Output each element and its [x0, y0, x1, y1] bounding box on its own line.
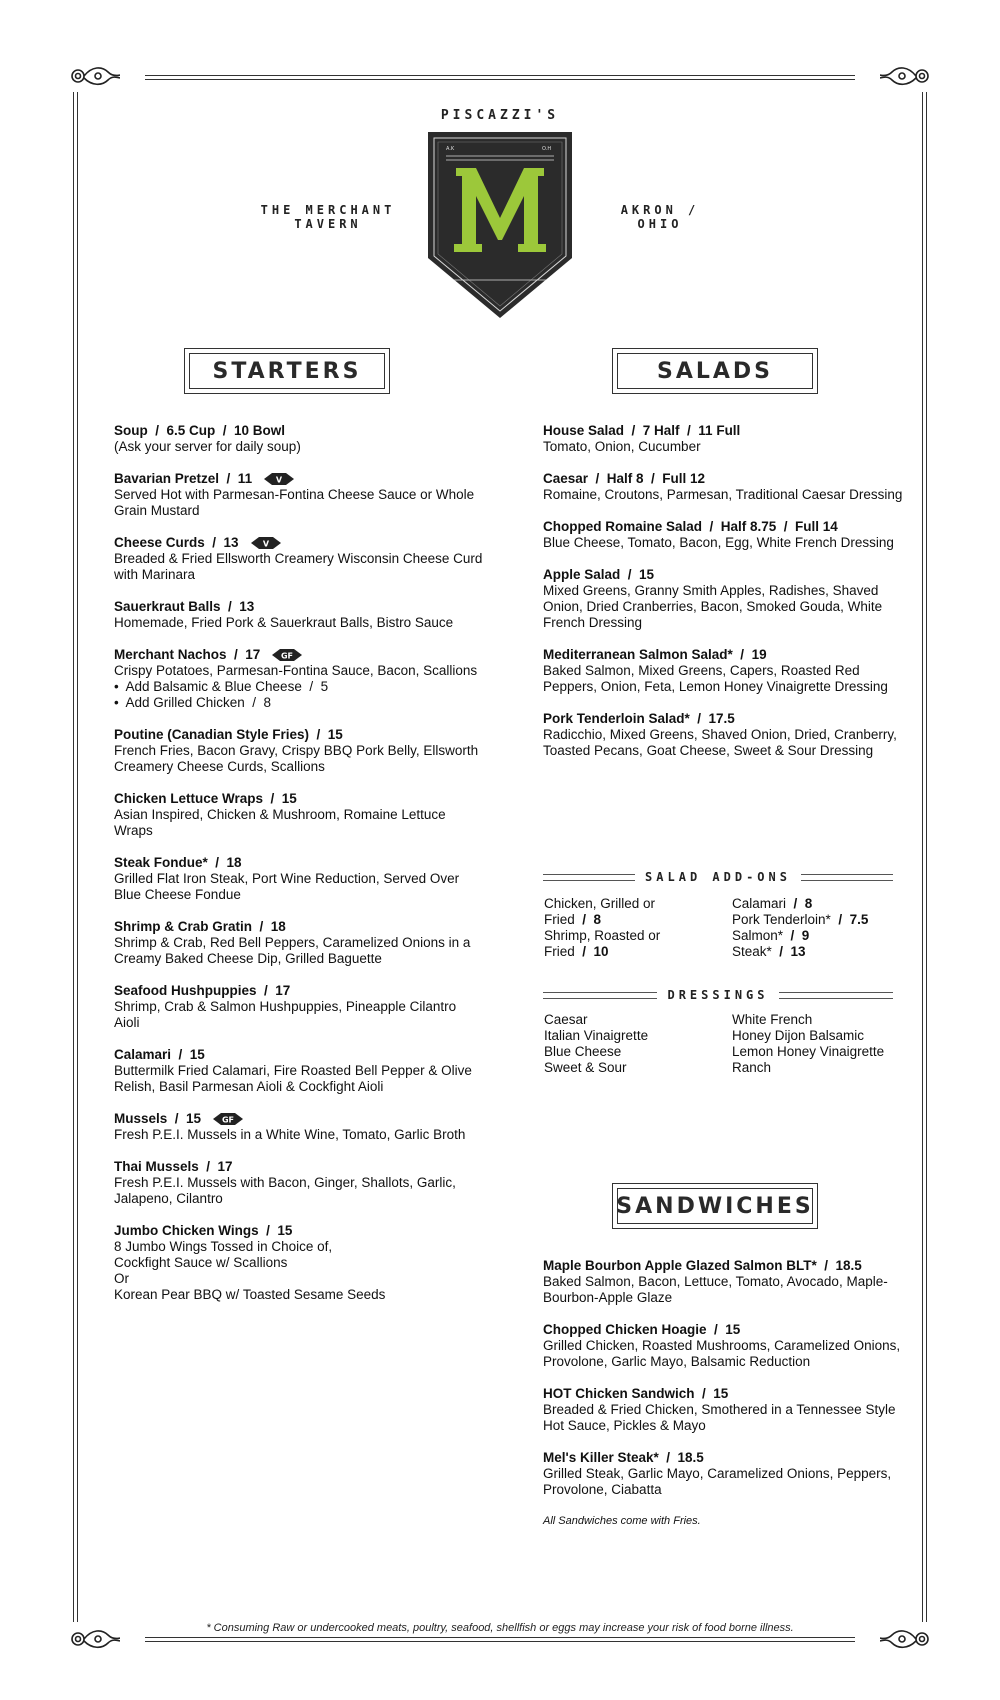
menu-item — [114, 855, 484, 903]
menu-item-description: Grilled Steak, Garlic Mayo, Caramelized Onions, Peppers, Provolone, Ciabatta — [543, 1466, 892, 1497]
menu-item-description: Crispy Potatoes, Parmesan-Fontina Sauce, Bacon, Scallions — [114, 663, 478, 678]
menu-item-description: Shrimp & Crab, Red Bell Peppers, Caramelized Onions in a Creamy Baked Cheese Dip, Grilled Baguette — [114, 935, 471, 966]
addon-name: Chicken, Grilled or — [544, 896, 656, 911]
menu-item-name — [543, 1450, 913, 1466]
addon-row — [544, 896, 724, 912]
menu-item-name-text: Mel's Killer Steak* / 18.5 — [543, 1450, 704, 1465]
svg-text:O.H: O.H — [542, 146, 552, 152]
price-separator: / — [786, 896, 805, 911]
sandwiches-heading: SANDWICHES — [617, 1188, 813, 1224]
dressing-option: Blue Cheese — [544, 1044, 622, 1059]
menu-item — [114, 471, 484, 519]
menu-item — [543, 519, 913, 551]
menu-item-name-text: Caesar / Half 8 / Full 12 — [543, 471, 706, 486]
menu-item-description: Blue Cheese, Tomato, Bacon, Egg, White French Dressing — [543, 535, 894, 550]
menu-item-description: Grilled Flat Iron Steak, Port Wine Reduction, Served Over Blue Cheese Fondue — [114, 871, 460, 902]
salads-heading-box — [612, 348, 818, 394]
addon-price: 7.5 — [849, 912, 869, 927]
menu-item-name-text: Cheese Curds / 13 — [114, 535, 239, 550]
menu-item-name — [543, 1386, 913, 1402]
menu-item — [543, 471, 913, 503]
price-separator: / — [771, 944, 791, 959]
menu-item — [543, 711, 913, 759]
menu-item — [114, 647, 484, 711]
header-left-tag: THE MERCHANT TAVERN — [260, 203, 396, 231]
addon-row — [544, 928, 724, 944]
addon-name: Fried — [544, 944, 575, 959]
menu-item — [543, 1386, 913, 1434]
menu-item-name — [114, 727, 484, 743]
svg-text:GF: GF — [222, 1115, 235, 1125]
dressing-option: Sweet & Sour — [544, 1060, 627, 1075]
addon-name: Pork Tenderloin* — [732, 912, 831, 927]
salad-addons-right — [732, 896, 912, 960]
menu-item — [114, 1159, 484, 1207]
menu-item — [114, 1223, 484, 1303]
menu-item-name — [543, 711, 913, 727]
menu-item — [114, 1111, 484, 1143]
menu-item-name-text: Seafood Hushpuppies / 17 — [114, 983, 291, 998]
salads-heading: SALADS — [617, 353, 813, 389]
dressing-option: Honey Dijon Balsamic — [732, 1028, 865, 1043]
menu-item-name — [114, 599, 484, 615]
menu-item-description: Baked Salmon, Bacon, Lettuce, Tomato, Avocado, Maple-Bourbon-Apple Glaze — [543, 1274, 888, 1305]
menu-item-name — [114, 1159, 484, 1175]
corner-flourish-icon — [68, 62, 120, 92]
menu-item-name — [543, 519, 913, 535]
menu-item-name-text: Soup / 6.5 Cup / 10 Bowl — [114, 423, 286, 438]
menu-item-name — [114, 1111, 484, 1127]
addon-row — [732, 896, 912, 912]
menu-item-name — [114, 1223, 484, 1239]
menu-item-name — [543, 423, 913, 439]
dressing-option: Italian Vinaigrette — [544, 1028, 649, 1043]
vegetarian-badge-icon — [251, 537, 281, 549]
menu-item — [543, 647, 913, 695]
addon-row — [544, 944, 724, 960]
salad-addons-heading: SALAD ADD-ONS — [645, 870, 791, 884]
menu-item-name-text: Apple Salad / 15 — [543, 567, 655, 582]
menu-item — [114, 1047, 484, 1095]
corner-flourish-icon — [880, 62, 932, 92]
menu-item — [543, 1322, 913, 1370]
addon-name: Fried — [544, 912, 575, 927]
starters-list — [114, 423, 484, 1319]
menu-item-description: Grilled Chicken, Roasted Mushrooms, Caramelized Onions, Provolone, Garlic Mayo, Balsamic Reduction — [543, 1338, 901, 1369]
menu-item-name — [543, 1258, 913, 1274]
menu-item — [114, 919, 484, 967]
menu-item-name — [114, 647, 484, 663]
sandwiches-heading-box — [612, 1183, 818, 1229]
addon-name: Steak* — [732, 944, 772, 959]
menu-item — [114, 599, 484, 631]
menu-item-name — [114, 423, 484, 439]
menu-item-name-text: Poutine (Canadian Style Fries) / 15 — [114, 727, 343, 742]
price-separator: / — [830, 912, 850, 927]
menu-item-description: 8 Jumbo Wings Tossed in Choice of, Cockfight Sauce w/ Scallions Or Korean Pear BBQ w/ Toasted Sesame Seeds — [114, 1239, 386, 1302]
menu-item-description: (Ask your server for daily soup) — [114, 439, 301, 454]
menu-item — [114, 791, 484, 839]
dressing-option: Ranch — [732, 1060, 772, 1075]
menu-item-description: French Fries, Bacon Gravy, Crispy BBQ Pork Belly, Ellsworth Creamery Cheese Curds, Scallions — [114, 743, 479, 774]
menu-item-name-text: Bavarian Pretzel / 11 — [114, 471, 253, 486]
menu-item-description: Breaded & Fried Ellsworth Creamery Wisconsin Cheese Curd with Marinara — [114, 551, 483, 582]
menu-item-name — [543, 647, 913, 663]
addon-name: Calamari — [732, 896, 787, 911]
menu-item-name-text: Calamari / 15 — [114, 1047, 205, 1062]
menu-item-name — [114, 535, 484, 551]
menu-item-description: Asian Inspired, Chicken & Mushroom, Romaine Lettuce Wraps — [114, 807, 446, 838]
menu-item — [114, 423, 484, 455]
menu-item-name-text: Maple Bourbon Apple Glazed Salmon BLT* / 18.5 — [543, 1258, 862, 1273]
addon-row — [732, 912, 912, 928]
menu-item — [543, 423, 913, 455]
dressing-option: Lemon Honey Vinaigrette — [732, 1044, 885, 1059]
price-separator: / — [574, 944, 594, 959]
menu-item-name — [114, 471, 484, 487]
gluten-free-badge-icon — [272, 649, 302, 661]
vegetarian-badge-icon — [264, 473, 294, 485]
menu-item — [114, 535, 484, 583]
menu-item-description: Mixed Greens, Granny Smith Apples, Radishes, Shaved Onion, Dried Cranberries, Bacon, Smoked Gouda, White French Dressing — [543, 583, 883, 630]
salad-addons-divider — [543, 870, 893, 884]
menu-item-description: Radicchio, Mixed Greens, Shaved Onion, Dried, Cranberry, Toasted Pecans, Goat Cheese, Sweet & Sour Dressing — [543, 727, 897, 758]
menu-item-name-text: Chopped Romaine Salad / Half 8.75 / Full 14 — [543, 519, 838, 534]
header-right-tag: AKRON / OHIO — [620, 203, 700, 231]
addon-name: Shrimp, Roasted or — [544, 928, 661, 943]
menu-item-name-text: HOT Chicken Sandwich / 15 — [543, 1386, 729, 1401]
menu-item-description: Fresh P.E.I. Mussels with Bacon, Ginger, Shallots, Garlic, Jalapeno, Cilantro — [114, 1175, 456, 1206]
menu-item-addon: • Add Grilled Chicken / 8 — [114, 695, 272, 710]
menu-item-name — [114, 919, 484, 935]
dressing-option: White French — [732, 1012, 813, 1027]
price-separator: / — [783, 928, 802, 943]
addon-row — [732, 928, 912, 944]
menu-item-description: Shrimp, Crab & Salmon Hushpuppies, Pineapple Cilantro Aioli — [114, 999, 457, 1030]
salad-addons-left — [544, 896, 724, 960]
menu-item-name-text: Merchant Nachos / 17 — [114, 647, 261, 662]
sandwiches-list — [543, 1258, 913, 1514]
starters-heading-box — [184, 348, 390, 394]
dressings-divider — [543, 988, 893, 1002]
restaurant-name: PISCAZZI'S — [440, 108, 560, 123]
menu-item-name-text: Chicken Lettuce Wraps / 15 — [114, 791, 297, 806]
svg-text:A.K: A.K — [446, 146, 455, 152]
addon-row — [544, 912, 724, 928]
addon-price: 8 — [593, 912, 602, 927]
menu-item-description: Breaded & Fried Chicken, Smothered in a Tennessee Style Hot Sauce, Pickles & Mayo — [543, 1402, 896, 1433]
menu-item-name — [543, 567, 913, 583]
svg-text:V: V — [275, 475, 283, 485]
dressing-option: Caesar — [544, 1012, 588, 1027]
menu-item-description: Buttermilk Fried Calamari, Fire Roasted Bell Pepper & Olive Relish, Basil Parmesan Aioli & Cockfight Aioli — [114, 1063, 472, 1094]
menu-item-name — [114, 791, 484, 807]
menu-item — [543, 1258, 913, 1306]
svg-text:GF: GF — [281, 651, 294, 661]
addon-name: Salmon* — [732, 928, 784, 943]
menu-item-name-text: Steak Fondue* / 18 — [114, 855, 242, 870]
addon-price: 10 — [593, 944, 609, 959]
menu-item — [543, 1450, 913, 1498]
menu-item-name-text: Jumbo Chicken Wings / 15 — [114, 1223, 293, 1238]
dressings-left — [544, 1012, 724, 1076]
svg-text:V: V — [262, 539, 269, 549]
addon-price: 13 — [790, 944, 806, 959]
menu-item-name — [114, 855, 484, 871]
menu-item-description: Fresh P.E.I. Mussels in a White Wine, Tomato, Garlic Broth — [114, 1127, 466, 1142]
addon-price: 9 — [801, 928, 810, 943]
addon-row — [732, 944, 912, 960]
price-separator: / — [574, 912, 594, 927]
sandwich-note: All Sandwiches come with Fries. — [543, 1515, 701, 1527]
food-safety-footnote: * Consuming Raw or undercooked meats, poultry, seafood, shellfish or eggs may increase your risk of food borne illness. — [206, 1622, 794, 1634]
menu-item-name — [543, 471, 913, 487]
menu-item-name — [114, 983, 484, 999]
menu-item-name-text: Shrimp & Crab Gratin / 18 — [114, 919, 286, 934]
menu-item — [543, 567, 913, 631]
menu-item — [114, 983, 484, 1031]
menu-item-name — [543, 1322, 913, 1338]
menu-item-description: Homemade, Fried Pork & Sauerkraut Balls, Bistro Sauce — [114, 615, 454, 630]
menu-item-addon: • Add Balsamic & Blue Cheese / 5 — [114, 679, 329, 694]
menu-item-name — [114, 1047, 484, 1063]
addon-price: 8 — [804, 896, 813, 911]
dressings-heading: DRESSINGS — [667, 988, 769, 1002]
menu-item — [114, 727, 484, 775]
menu-item-name-text: Mussels / 15 — [114, 1111, 202, 1126]
starters-heading: STARTERS — [189, 353, 385, 389]
logo-shield-icon — [424, 130, 576, 320]
menu-item-description: Tomato, Onion, Cucumber — [543, 439, 701, 454]
salads-list — [543, 423, 913, 775]
menu-item-name-text: Mediterranean Salmon Salad* / 19 — [543, 647, 767, 662]
dressings-right — [732, 1012, 912, 1076]
menu-item-description: Served Hot with Parmesan-Fontina Cheese Sauce or Whole Grain Mustard — [114, 487, 475, 518]
gluten-free-badge-icon — [213, 1113, 243, 1125]
menu-item-description: Baked Salmon, Mixed Greens, Capers, Roasted Red Peppers, Onion, Feta, Lemon Honey Vinaigrette Dressing — [543, 663, 888, 694]
menu-item-name-text: Chopped Chicken Hoagie / 15 — [543, 1322, 741, 1337]
menu-item-name-text: Thai Mussels / 17 — [114, 1159, 233, 1174]
menu-item-name-text: Sauerkraut Balls / 13 — [114, 599, 255, 614]
menu-item-name-text: Pork Tenderloin Salad* / 17.5 — [543, 711, 735, 726]
menu-item-name-text: House Salad / 7 Half / 11 Full — [543, 423, 741, 438]
menu-item-description: Romaine, Croutons, Parmesan, Traditional Caesar Dressing — [543, 487, 903, 502]
